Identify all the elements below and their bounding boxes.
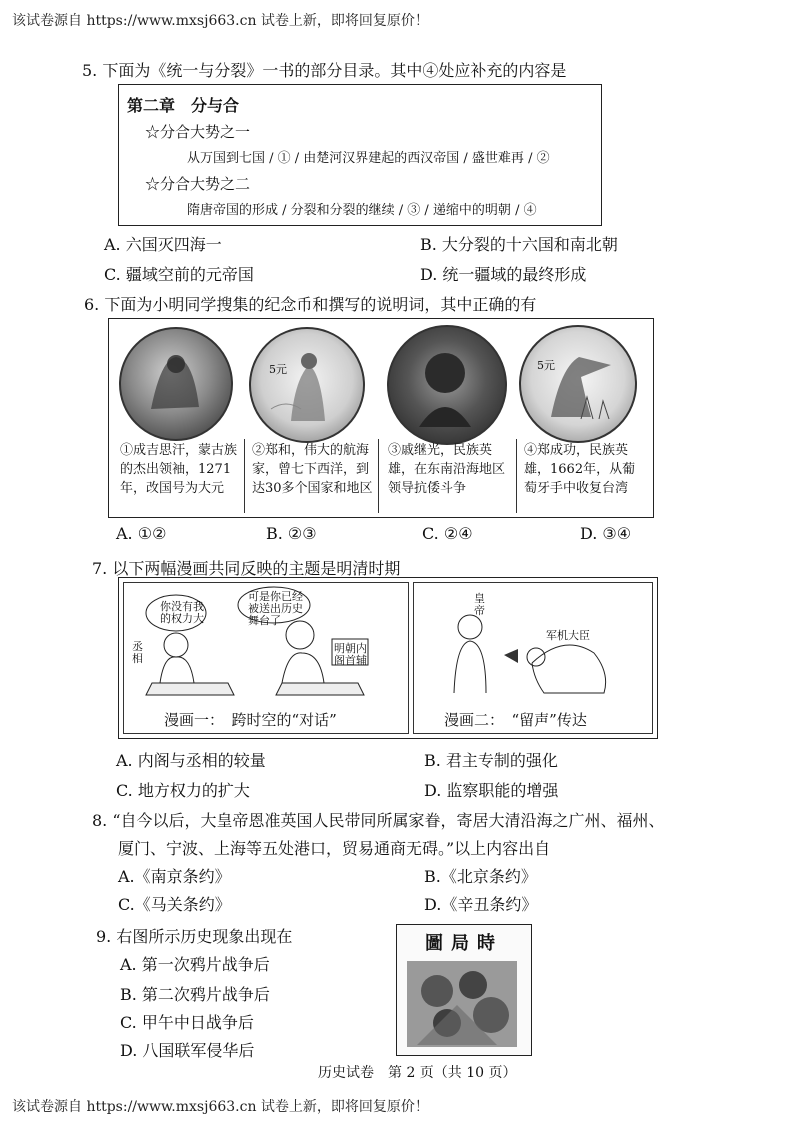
q9-stem: 9. 右图所示历史现象出现在	[96, 927, 293, 946]
toc-section-2-items: 隋唐帝国的形成 / 分裂和分裂的继续 / ③ / 递缩中的明朝 / ④	[187, 203, 537, 218]
comic-1	[123, 582, 409, 734]
q7-option-d[interactable]: D. 监察职能的增强	[424, 781, 559, 800]
q8-option-c[interactable]: C.《马关条约》	[118, 895, 231, 914]
q9-option-d[interactable]: D. 八国联军侵华后	[120, 1041, 255, 1060]
toc-section-1: ☆分合大势之一	[145, 123, 251, 141]
q5-option-a[interactable]: A. 六国灭四海一	[104, 235, 222, 254]
toc-section-2: ☆分合大势之二	[145, 175, 251, 193]
q6-stem: 6. 下面为小明同学搜集的纪念币和撰写的说明词，其中正确的有	[84, 295, 537, 314]
q8-option-b[interactable]: B.《北京条约》	[424, 867, 537, 886]
q5-option-b[interactable]: B. 大分裂的十六国和南北朝	[420, 235, 618, 254]
coin-caption-3: ③戚继光，民族英雄，在东南沿海地区领导抗倭斗争	[385, 439, 517, 513]
q5-option-c[interactable]: C. 疆域空前的元帝国	[104, 265, 254, 284]
header-source-note: 该试卷源自 https://www.mxsj663.cn 试卷上新，即将回复原价！	[12, 13, 429, 29]
q6-option-c[interactable]: C. ②④	[422, 524, 473, 543]
q6-option-d[interactable]: D. ③④	[580, 524, 632, 543]
coin-4-denomination: 5元	[537, 359, 555, 372]
q7-option-b[interactable]: B. 君主专制的强化	[424, 751, 558, 770]
q9-cartoon-title: 圖局時	[425, 933, 503, 954]
q9-cartoon-image	[396, 924, 532, 1056]
coin-3-relief-icon	[389, 327, 501, 439]
coin-caption-2: ②郑和，伟大的航海家，曾七下西洋，到达30多个国家和地区	[249, 439, 379, 513]
q9-option-c[interactable]: C. 甲午中日战争后	[120, 1013, 254, 1032]
coin-1-relief-icon	[121, 329, 227, 435]
coin-2-denomination: 5元	[269, 363, 287, 376]
comic-2-label-emperor: 皇帝	[474, 592, 485, 617]
coin-1-image	[119, 327, 233, 441]
q5-toc-box	[118, 84, 602, 226]
comic-2-caption: 漫画二： “留声”传达	[444, 711, 587, 729]
q7-option-a[interactable]: A. 内阁与丞相的较量	[116, 751, 266, 770]
footer-source-note: 该试卷源自 https://www.mxsj663.cn 试卷上新，即将回复原价！	[12, 1099, 429, 1115]
q8-stem-line-2: 厦门、宁波、上海等五处港口，贸易通商无碍。”以上内容出自	[118, 839, 551, 858]
comic-1-label-grand-secretary: 明朝内阁首辅	[334, 642, 367, 667]
q7-comic-panel	[118, 577, 658, 739]
coin-caption-4: ④郑成功，民族英雄，1662年，从葡萄牙手中收复台湾	[524, 443, 636, 496]
comic-2-drawing-icon	[414, 583, 652, 703]
coin-3-image	[387, 325, 507, 445]
q8-option-d[interactable]: D.《辛丑条约》	[424, 895, 538, 914]
q6-option-a[interactable]: A. ①②	[116, 524, 167, 543]
q5-stem: 5. 下面为《统一与分裂》一书的部分目录。其中④处应补充的内容是	[82, 61, 567, 80]
coin-2-relief-icon	[251, 329, 359, 437]
coin-4-relief-icon	[521, 327, 631, 437]
q7-stem: 7. 以下两幅漫画共同反映的主题是明清时期	[92, 559, 401, 578]
coin-2-image	[249, 327, 365, 443]
page-number: 历史试卷 第 2 页（共 10 页）	[318, 1065, 517, 1081]
q6-option-b[interactable]: B. ②③	[266, 524, 317, 543]
comic-1-bubble-left: 你没有我的权力大	[160, 600, 204, 625]
q8-option-a[interactable]: A.《南京条约》	[118, 867, 231, 886]
q9-option-b[interactable]: B. 第二次鸦片战争后	[120, 985, 270, 1004]
q8-stem-line-1: 8. “自今以后，大皇帝恩准英国人民带同所属家眷，寄居大清沿海之广州、福州、	[92, 811, 665, 830]
coin-4-image	[519, 325, 637, 443]
toc-section-1-items: 从万国到七国 / ① / 由楚河汉界建起的西汉帝国 / 盛世难再 / ②	[187, 151, 550, 166]
q9-option-a[interactable]: A. 第一次鸦片战争后	[120, 955, 270, 974]
comic-2-label-grand-councillor: 军机大臣	[546, 629, 590, 642]
q5-option-d[interactable]: D. 统一疆域的最终形成	[420, 265, 587, 284]
coin-caption-1: ①成吉思汗，蒙古族的杰出领袖，1271年，改国号为大元	[117, 439, 245, 513]
comic-1-label-chancellor: 丞相	[132, 640, 143, 665]
toc-chapter: 第二章 分与合	[127, 96, 240, 115]
q9-cartoon-map-icon	[397, 955, 531, 1055]
q6-coin-panel	[108, 318, 654, 518]
comic-1-caption: 漫画一： 跨时空的“对话”	[164, 711, 337, 729]
comic-2	[413, 582, 653, 734]
q7-option-c[interactable]: C. 地方权力的扩大	[116, 781, 250, 800]
comic-1-bubble-right: 可是你已经被送出历史舞台了	[248, 590, 303, 627]
